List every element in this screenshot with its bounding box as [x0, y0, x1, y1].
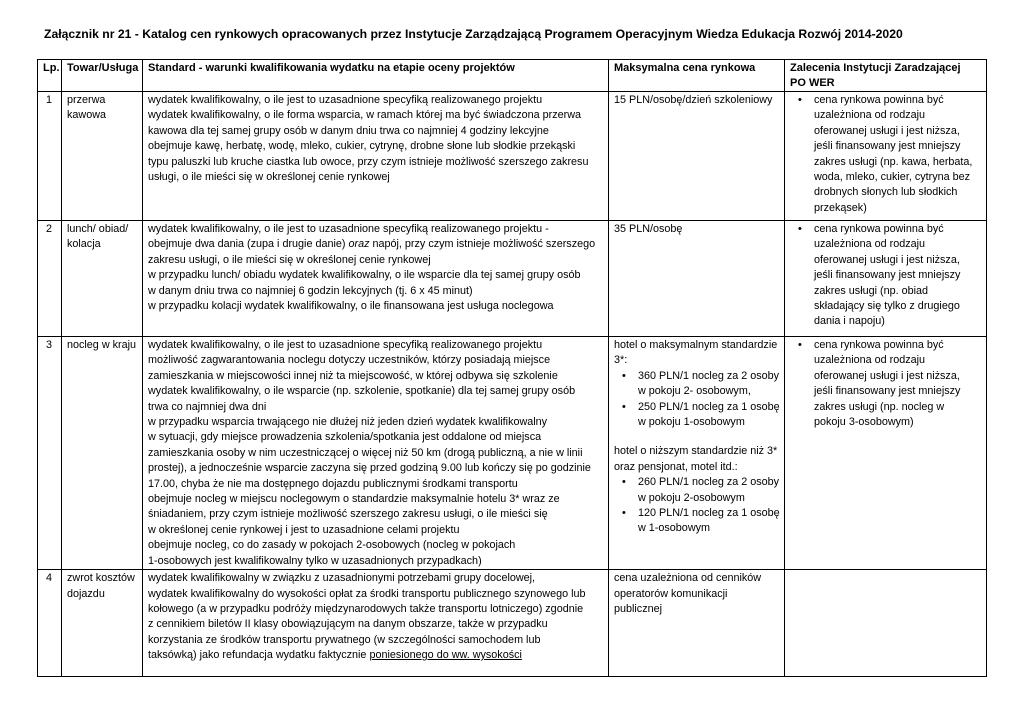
- emphasis-oraz: oraz: [348, 238, 370, 251]
- list-item: • 360 PLN/1 nocleg za 2 osoby w pokoju 2- osobowym,: [638, 369, 780, 400]
- row-towar: nocleg w kraju: [62, 337, 143, 570]
- table-row: [38, 337, 987, 570]
- list-item: • 250 PLN/1 nocleg za 1 osobę w pokoju 1-osobowym: [638, 400, 780, 431]
- price-list: [614, 369, 780, 431]
- row-number: 2: [38, 221, 62, 337]
- row-number: 4: [38, 570, 62, 677]
- row-cena: cena uzależniona od cenników operatorów komunikacji publicznej: [609, 570, 785, 677]
- row-number: 3: [38, 337, 62, 570]
- table-row: [38, 92, 987, 221]
- header-towar: Towar/Usługa: [62, 60, 143, 92]
- header-lp: Lp.: [38, 60, 62, 92]
- row-standard: wydatek kwalifikowalny w związku z uzasadnionymi potrzebami grupy docelowej, wydatek kwalifikowalny do wysokości opłat za środki transportu publicznego szynowego lub kołowego (a w przypadku podróży międzynarodowych także transportu lotniczego) zgodnie z cennikiem biletów II klasy obowiązującym na danym obszarze, także w przypadku korzystania ze środków transportu prywatnego (w szczególności samochodem lub taksówką) jako refundacja wydatku faktycznie poniesionego do ww. wysokości: [143, 570, 609, 677]
- row-towar: lunch/ obiad/ kolacja: [62, 221, 143, 337]
- row-zalecenia: [785, 92, 987, 221]
- table-header-row: [38, 60, 987, 92]
- row-towar: zwrot kosztów dojazdu: [62, 570, 143, 677]
- header-cena: Maksymalna cena rynkowa: [609, 60, 785, 92]
- row-standard: wydatek kwalifikowalny, o ile jest to uzasadnione specyfiką realizowanego projektu możliwość zagwarantowania noclegu dotyczy uczestników, którzy posiadają miejsce zamieszkania w miejscowości innej niż ta miejscowość, w której odbywa się szkolenie wydatek kwalifikowalny, o ile wsparcie (np. szkolenie, spotkanie) dla tej samej grupy osób trwa co najmniej dwa dni w przypadku wsparcia trwającego nie dłużej niż jeden dzień wydatek kwalifikowalny w sytuacji, gdy miejsce prowadzenia szkolenia/spotkania jest oddalone od miejsca zamieszkania osoby w nim uczestniczącej o więcej niż 50 km (drogą publiczną, a nie w linii prostej), a jednocześnie wsparcie zaczyna się przed godziną 9.00 lub kończy się po godzinie 17.00, chyba że nie ma dostępnego dojazdu publicznymi środkami transportu obejmuje nocleg w miejscu noclegowym o standardzie maksymalnie hotelu 3* wraz ze śniadaniem, przy czym istnieje możliwość szerszego zakresu usługi, o ile mieści się w określonej cenie rynkowej i jest to uzasadnione celami projektu obejmuje nocleg, co do zasady w pokojach 2-osobowych (nocleg w pokojach 1-osobowych jest kwalifikowalny tylko w uzasadnionych przypadkach): [143, 337, 609, 570]
- page-title: Załącznik nr 21 - Katalog cen rynkowych opracowanych przez Instytucje Zarządzającą Programem Operacyjnym Wiedza Edukacja Rozwój 2014-2020: [44, 27, 903, 41]
- row-towar: przerwa kawowa: [62, 92, 143, 221]
- underlined-text: poniesionego do ww. wysokości: [369, 649, 522, 662]
- recommendation-list: [790, 338, 982, 430]
- recommendation-list: [790, 222, 982, 330]
- list-item: • 260 PLN/1 nocleg za 2 osoby w pokoju 2-osobowym: [638, 475, 780, 506]
- list-item: • cena rynkowa powinna być uzależniona od rodzaju oferowanej usługi i jest niższa, jeśli finansowany jest mniejszy zakres usługi (np. obiad składający się tylko z drugiego dania i napoju): [814, 222, 982, 330]
- row-cena: 35 PLN/osobę: [609, 221, 785, 337]
- table-row: [38, 221, 987, 337]
- list-item: • cena rynkowa powinna być uzależniona od rodzaju oferowanej usługi i jest niższa, jeśli finansowany jest mniejszy zakres usługi (np. kawa, herbata, woda, mleko, cukier, cytryna bez drobnych słonych lub słodkich przekąsek): [814, 93, 982, 216]
- row-number: 1: [38, 92, 62, 221]
- row-cena: hotel o maksymalnym standardzie 3*: • 360 PLN/1 nocleg za 2 osoby w pokoju 2- osobowym, • 250 PLN/1 nocleg za 1 osobę w pokoju 1-osobowym hotel o niższym standardzie niż 3* oraz pensjonat, motel itd.: • 260 PLN/1 nocleg za 2 osoby w pokoju 2-osobowym • 120 PLN/1 nocleg za 1 osobę w 1-osobowym: [609, 337, 785, 570]
- list-item: • cena rynkowa powinna być uzależniona od rodzaju oferowanej usługi i jest niższa, jeśli finansowany jest mniejszy zakres usługi (np. nocleg w pokoju 3-osobowym): [814, 338, 982, 430]
- row-cena: 15 PLN/osobę/dzień szkoleniowy: [609, 92, 785, 221]
- price-catalog-table: [37, 59, 987, 677]
- row-zalecenia: [785, 221, 987, 337]
- price-list: [614, 475, 780, 537]
- header-standard: Standard - warunki kwalifikowania wydatku na etapie oceny projektów: [143, 60, 609, 92]
- row-zalecenia: [785, 570, 987, 677]
- list-item: • 120 PLN/1 nocleg za 1 osobę w 1-osobowym: [638, 506, 780, 537]
- recommendation-list: [790, 93, 982, 216]
- table-row: [38, 570, 987, 677]
- row-zalecenia: [785, 337, 987, 570]
- row-standard: wydatek kwalifikowalny, o ile jest to uzasadnione specyfiką realizowanego projektu wydatek kwalifikowalny, o ile forma wsparcia, w ramach której ma być świadczona przerwa kawowa dla tej samej grupy osób w danym dniu trwa co najmniej 4 godziny lekcyjne obejmuje kawę, herbatę, wodę, mleko, cukier, cytrynę, drobne słone lub słodkie przekąski typu paluszki lub kruche ciastka lub owoce, przy czym istnieje możliwość szerszego zakresu usługi, o ile mieści się w określonej cenie rynkowej: [143, 92, 609, 221]
- row-standard: wydatek kwalifikowalny, o ile jest to uzasadnione specyfiką realizowanego projektu - obejmuje dwa dania (zupa i drugie danie) oraz napój, przy czym istnieje możliwość szerszego zakresu usługi, o ile mieści się w określonej cenie rynkowej w przypadku lunch/ obiadu wydatek kwalifikowalny, o ile wsparcie dla tej samej grupy osób w danym dniu trwa co najmniej 6 godzin lekcyjnych (tj. 6 x 45 minut) w przypadku kolacji wydatek kwalifikowalny, o ile finansowana jest usługa noclegowa: [143, 221, 609, 337]
- header-zalecenia: Zalecenia Instytucji Zaradzającej PO WER: [785, 60, 987, 92]
